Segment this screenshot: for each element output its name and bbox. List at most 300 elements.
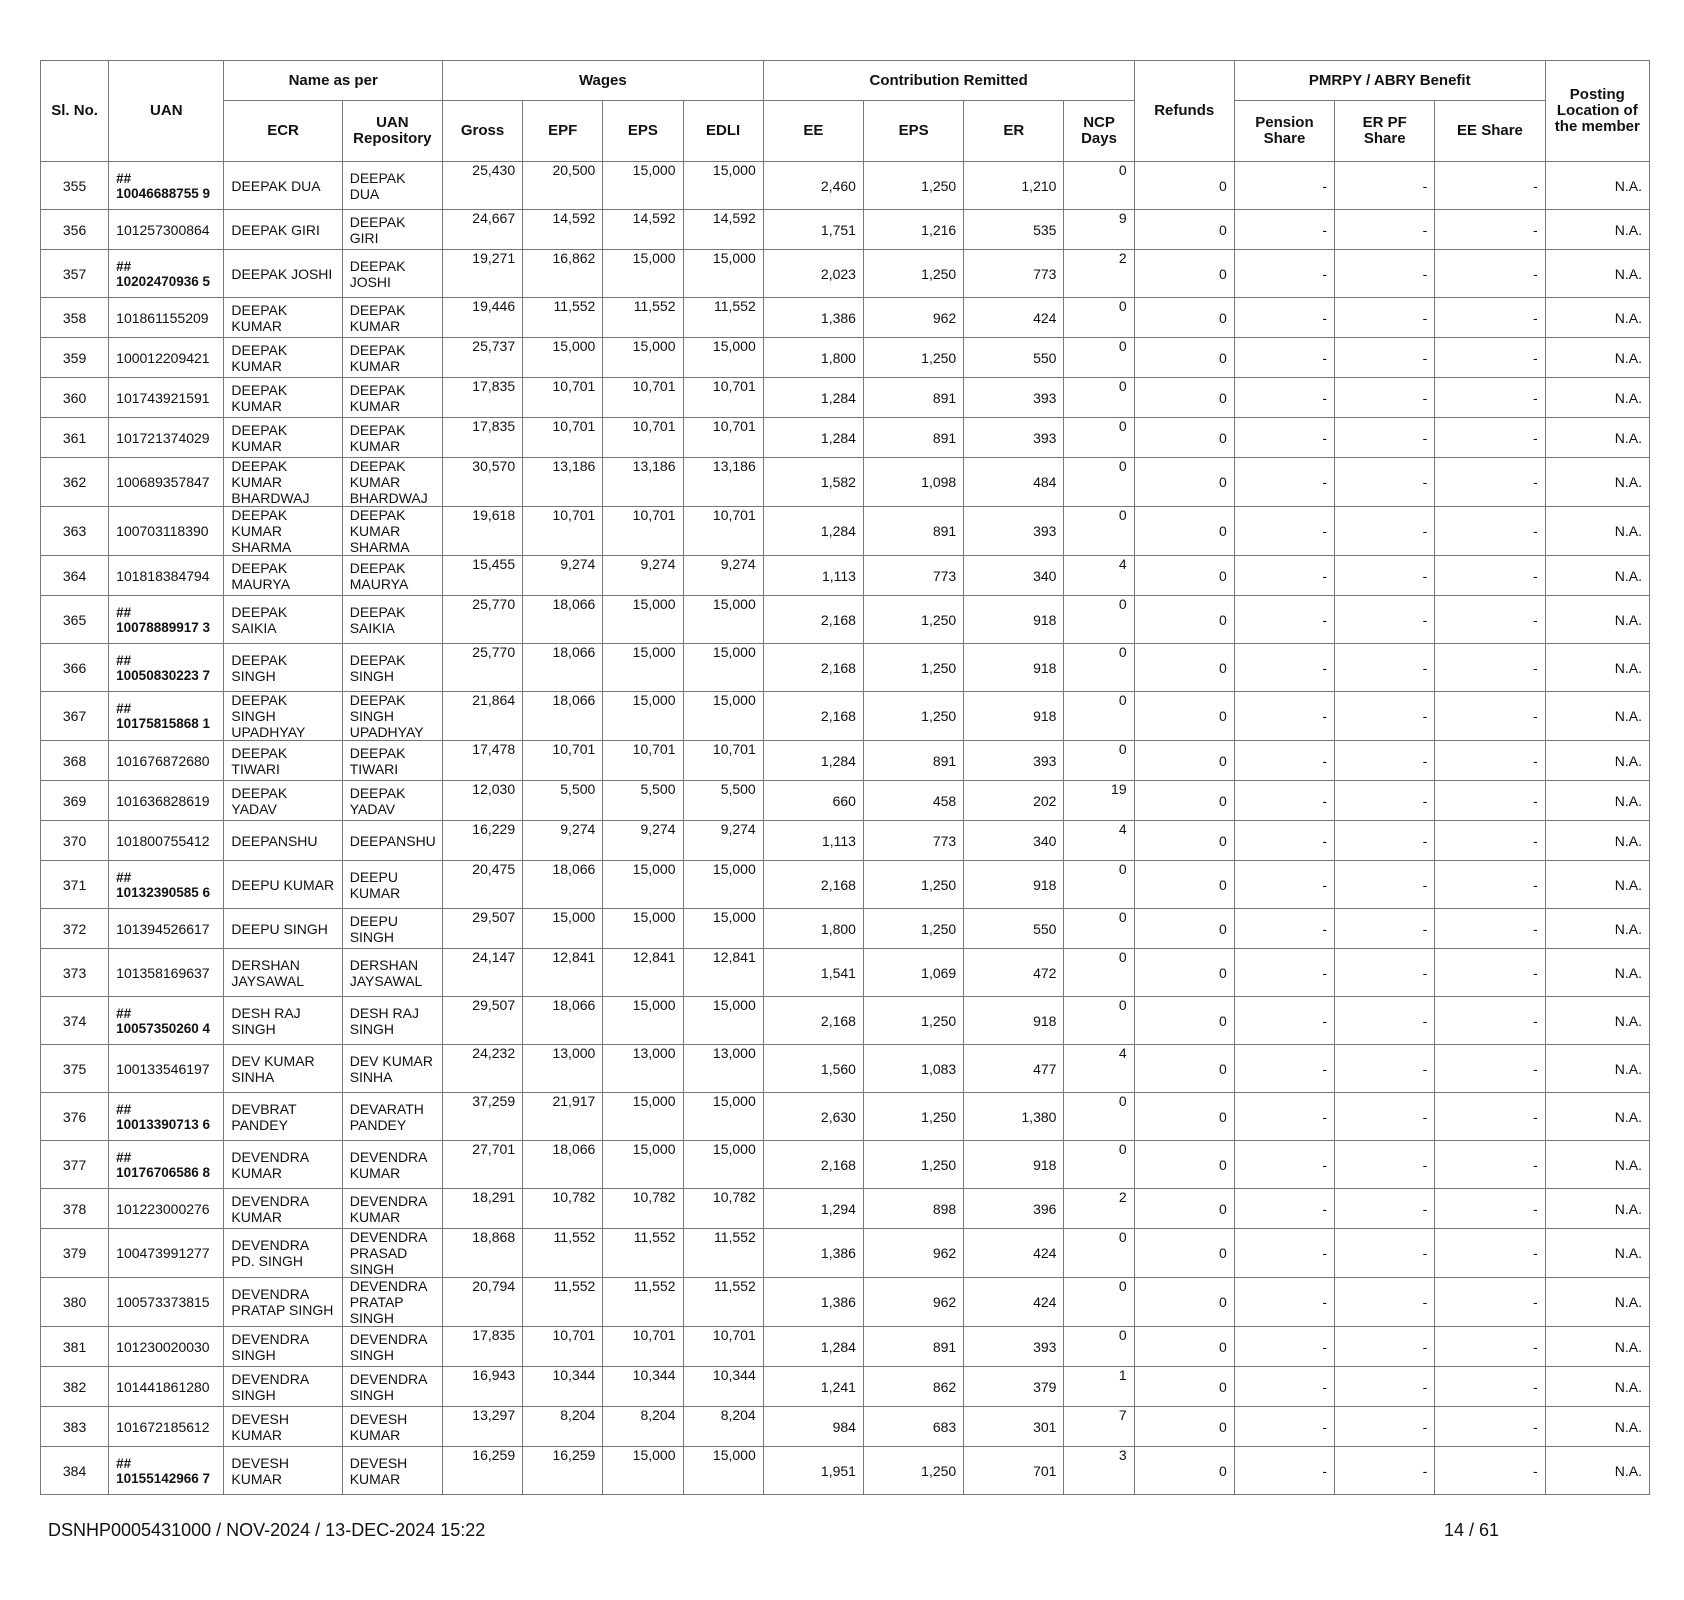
gross-cell: 19,618 — [442, 507, 522, 556]
ee-cell: 1,294 — [763, 1189, 863, 1229]
ecr-name-cell: DEEPAK KUMAR SHARMA — [224, 507, 342, 556]
uan-repository-name-cell: DESH RAJ SINGH — [342, 997, 442, 1045]
epf-cell: 21,917 — [523, 1093, 603, 1141]
epf-cell: 10,782 — [523, 1189, 603, 1229]
epf-cell: 15,000 — [523, 909, 603, 949]
ee-share-cell: - — [1435, 338, 1545, 378]
uan-masked-value: ## 10155142966 7 — [116, 1455, 211, 1486]
ncp-days-cell: 0 — [1064, 1278, 1134, 1327]
ee-share-cell: - — [1435, 644, 1545, 692]
posting-location-cell: N.A. — [1545, 1278, 1649, 1327]
eps-cell: 15,000 — [603, 596, 683, 644]
edli-cell: 15,000 — [683, 1447, 763, 1495]
ecr-name-cell: DEEPU SINGH — [224, 909, 342, 949]
gross-cell: 21,864 — [442, 692, 522, 741]
uan-cell: 101743921591 — [109, 378, 224, 418]
ncp-days-cell: 0 — [1064, 1229, 1134, 1278]
uan-repository-name-cell: DEEPAK TIWARI — [342, 741, 442, 781]
epf-cell: 11,552 — [523, 298, 603, 338]
edli-cell: 10,701 — [683, 378, 763, 418]
ecr-name-cell: DEEPAK MAURYA — [224, 556, 342, 596]
table-row — [41, 1367, 1650, 1407]
ee-cell: 1,386 — [763, 1229, 863, 1278]
uan-cell — [109, 692, 224, 741]
er-pf-share-cell: - — [1335, 1229, 1435, 1278]
ncp-days-cell: 0 — [1064, 741, 1134, 781]
edli-cell: 15,000 — [683, 909, 763, 949]
contribution-eps-cell: 1,250 — [863, 250, 963, 298]
edli-cell: 15,000 — [683, 997, 763, 1045]
er-pf-share-cell: - — [1335, 692, 1435, 741]
uan-masked-value: ## 10013390713 6 — [116, 1101, 211, 1132]
edli-cell: 10,701 — [683, 418, 763, 458]
table-header — [41, 61, 1650, 162]
pension-share-cell: - — [1234, 861, 1334, 909]
eps-cell: 9,274 — [603, 556, 683, 596]
table-row — [41, 644, 1650, 692]
edli-cell: 11,552 — [683, 1229, 763, 1278]
eps-cell: 12,841 — [603, 949, 683, 997]
eps-cell: 15,000 — [603, 1093, 683, 1141]
sl-no-cell: 360 — [41, 378, 109, 418]
posting-location-cell: N.A. — [1545, 596, 1649, 644]
uan-cell — [109, 997, 224, 1045]
sl-no-cell: 375 — [41, 1045, 109, 1093]
sl-no-cell: 378 — [41, 1189, 109, 1229]
gross-cell: 30,570 — [442, 458, 522, 507]
gross-cell: 19,271 — [442, 250, 522, 298]
epf-cell: 10,344 — [523, 1367, 603, 1407]
epf-cell: 9,274 — [523, 821, 603, 861]
pension-share-cell: - — [1234, 1447, 1334, 1495]
epf-cell: 12,841 — [523, 949, 603, 997]
uan-masked-value: ## 10046688755 9 — [116, 170, 211, 201]
ee-share-cell: - — [1435, 781, 1545, 821]
gross-cell: 37,259 — [442, 1093, 522, 1141]
uan-cell: 101676872680 — [109, 741, 224, 781]
ee-cell: 2,168 — [763, 596, 863, 644]
ee-share-cell: - — [1435, 909, 1545, 949]
uan-cell: 101800755412 — [109, 821, 224, 861]
pension-share-cell: - — [1234, 1229, 1334, 1278]
gross-cell: 18,868 — [442, 1229, 522, 1278]
ee-share-cell: - — [1435, 250, 1545, 298]
ee-cell: 1,113 — [763, 821, 863, 861]
sl-no-cell: 372 — [41, 909, 109, 949]
eps-cell: 15,000 — [603, 338, 683, 378]
posting-location-cell: N.A. — [1545, 1093, 1649, 1141]
eps-cell: 10,782 — [603, 1189, 683, 1229]
ncp-days-cell: 1 — [1064, 1367, 1134, 1407]
eps-cell: 13,000 — [603, 1045, 683, 1093]
table-body — [41, 162, 1650, 1495]
ncp-days-cell: 0 — [1064, 861, 1134, 909]
uan-repository-name-cell: DEEPAK KUMAR BHARDWAJ — [342, 458, 442, 507]
posting-location-cell: N.A. — [1545, 1141, 1649, 1189]
table-row — [41, 458, 1650, 507]
er-cell: 424 — [964, 1278, 1064, 1327]
header-gross: Gross — [442, 101, 522, 162]
posting-location-cell: N.A. — [1545, 507, 1649, 556]
ecr-name-cell: DEVENDRA KUMAR — [224, 1141, 342, 1189]
contribution-eps-cell: 683 — [863, 1407, 963, 1447]
posting-location-cell: N.A. — [1545, 1327, 1649, 1367]
ncp-days-cell: 0 — [1064, 298, 1134, 338]
refunds-cell: 0 — [1134, 250, 1234, 298]
epf-cell: 11,552 — [523, 1278, 603, 1327]
eps-cell: 10,701 — [603, 1327, 683, 1367]
refunds-cell: 0 — [1134, 949, 1234, 997]
table-row — [41, 1045, 1650, 1093]
epf-cell: 10,701 — [523, 741, 603, 781]
uan-cell: 101861155209 — [109, 298, 224, 338]
epf-cell: 18,066 — [523, 596, 603, 644]
uan-cell: 101672185612 — [109, 1407, 224, 1447]
ecr-name-cell: DEVENDRA PRATAP SINGH — [224, 1278, 342, 1327]
sl-no-cell: 365 — [41, 596, 109, 644]
er-pf-share-cell: - — [1335, 250, 1435, 298]
ee-cell: 1,800 — [763, 909, 863, 949]
er-pf-share-cell: - — [1335, 378, 1435, 418]
ee-cell: 1,951 — [763, 1447, 863, 1495]
uan-cell — [109, 1447, 224, 1495]
eps-cell: 8,204 — [603, 1407, 683, 1447]
gross-cell: 17,835 — [442, 378, 522, 418]
uan-repository-name-cell: DEEPAK MAURYA — [342, 556, 442, 596]
footer-page-number: 14 / 61 — [1444, 1520, 1500, 1540]
ee-share-cell: - — [1435, 1229, 1545, 1278]
posting-location-cell: N.A. — [1545, 298, 1649, 338]
header-contribution-eps: EPS — [863, 101, 963, 162]
gross-cell: 16,943 — [442, 1367, 522, 1407]
er-pf-share-cell: - — [1335, 1407, 1435, 1447]
gross-cell: 13,297 — [442, 1407, 522, 1447]
uan-repository-name-cell: DEVENDRA SINGH — [342, 1367, 442, 1407]
ncp-days-cell: 0 — [1064, 949, 1134, 997]
gross-cell: 25,737 — [442, 338, 522, 378]
eps-cell: 15,000 — [603, 997, 683, 1045]
er-cell: 477 — [964, 1045, 1064, 1093]
ee-cell: 1,582 — [763, 458, 863, 507]
pension-share-cell: - — [1234, 1141, 1334, 1189]
sl-no-cell: 367 — [41, 692, 109, 741]
header-ee: EE — [763, 101, 863, 162]
contribution-table — [40, 60, 1650, 1495]
ee-share-cell: - — [1435, 1327, 1545, 1367]
edli-cell: 15,000 — [683, 644, 763, 692]
er-pf-share-cell: - — [1335, 1045, 1435, 1093]
uan-repository-name-cell: DEEPAK KUMAR — [342, 378, 442, 418]
er-pf-share-cell: - — [1335, 1327, 1435, 1367]
edli-cell: 10,344 — [683, 1367, 763, 1407]
table-row — [41, 250, 1650, 298]
pension-share-cell: - — [1234, 338, 1334, 378]
er-cell: 550 — [964, 338, 1064, 378]
uan-repository-name-cell: DEEPAK KUMAR — [342, 418, 442, 458]
contribution-eps-cell: 1,069 — [863, 949, 963, 997]
uan-masked-value: ## 10057350260 4 — [116, 1005, 211, 1036]
sl-no-cell: 380 — [41, 1278, 109, 1327]
ee-cell: 1,284 — [763, 1327, 863, 1367]
uan-repository-name-cell: DEVARATH PANDEY — [342, 1093, 442, 1141]
contribution-eps-cell: 891 — [863, 1327, 963, 1367]
er-cell: 424 — [964, 298, 1064, 338]
refunds-cell: 0 — [1134, 1367, 1234, 1407]
header-er: ER — [964, 101, 1064, 162]
table-row — [41, 1189, 1650, 1229]
posting-location-cell: N.A. — [1545, 1407, 1649, 1447]
epf-cell: 14,592 — [523, 210, 603, 250]
uan-cell — [109, 861, 224, 909]
pension-share-cell: - — [1234, 418, 1334, 458]
ee-share-cell: - — [1435, 861, 1545, 909]
contribution-eps-cell: 1,250 — [863, 644, 963, 692]
ecr-name-cell: DEEPAK DUA — [224, 162, 342, 210]
ncp-days-cell: 0 — [1064, 1327, 1134, 1367]
pension-share-cell: - — [1234, 997, 1334, 1045]
uan-repository-name-cell: DEEPAK KUMAR SHARMA — [342, 507, 442, 556]
ncp-days-cell: 0 — [1064, 162, 1134, 210]
er-cell: 918 — [964, 644, 1064, 692]
refunds-cell: 0 — [1134, 781, 1234, 821]
ee-share-cell: - — [1435, 1093, 1545, 1141]
ee-cell: 2,630 — [763, 1093, 863, 1141]
pension-share-cell: - — [1234, 741, 1334, 781]
er-cell: 1,210 — [964, 162, 1064, 210]
table-row — [41, 1093, 1650, 1141]
ee-share-cell: - — [1435, 1407, 1545, 1447]
uan-cell — [109, 596, 224, 644]
er-cell: 918 — [964, 861, 1064, 909]
uan-cell: 101721374029 — [109, 418, 224, 458]
er-pf-share-cell: - — [1335, 1278, 1435, 1327]
refunds-cell: 0 — [1134, 909, 1234, 949]
sl-no-cell: 382 — [41, 1367, 109, 1407]
gross-cell: 16,259 — [442, 1447, 522, 1495]
eps-cell: 11,552 — [603, 1278, 683, 1327]
er-cell: 202 — [964, 781, 1064, 821]
epf-cell: 11,552 — [523, 1229, 603, 1278]
eps-cell: 11,552 — [603, 298, 683, 338]
ecr-name-cell: DEVESH KUMAR — [224, 1407, 342, 1447]
epf-cell: 8,204 — [523, 1407, 603, 1447]
header-ee-share: EE Share — [1435, 101, 1545, 162]
ee-cell: 2,168 — [763, 644, 863, 692]
er-cell: 424 — [964, 1229, 1064, 1278]
refunds-cell: 0 — [1134, 298, 1234, 338]
ncp-days-cell: 3 — [1064, 1447, 1134, 1495]
header-name-as-per: Name as per — [224, 61, 443, 101]
epf-cell: 16,862 — [523, 250, 603, 298]
pension-share-cell: - — [1234, 556, 1334, 596]
ncp-days-cell: 4 — [1064, 1045, 1134, 1093]
epf-cell: 18,066 — [523, 1141, 603, 1189]
ecr-name-cell: DEEPANSHU — [224, 821, 342, 861]
uan-masked-value: ## 10050830223 7 — [116, 652, 211, 683]
gross-cell: 25,770 — [442, 596, 522, 644]
edli-cell: 15,000 — [683, 692, 763, 741]
er-pf-share-cell: - — [1335, 458, 1435, 507]
uan-repository-name-cell: DEVENDRA KUMAR — [342, 1189, 442, 1229]
edli-cell: 15,000 — [683, 861, 763, 909]
contribution-eps-cell: 898 — [863, 1189, 963, 1229]
er-pf-share-cell: - — [1335, 1093, 1435, 1141]
er-cell: 535 — [964, 210, 1064, 250]
contribution-eps-cell: 1,250 — [863, 1093, 963, 1141]
contribution-eps-cell: 1,216 — [863, 210, 963, 250]
sl-no-cell: 370 — [41, 821, 109, 861]
header-ecr: ECR — [224, 101, 342, 162]
refunds-cell: 0 — [1134, 458, 1234, 507]
gross-cell: 24,232 — [442, 1045, 522, 1093]
er-cell: 918 — [964, 596, 1064, 644]
epf-cell: 9,274 — [523, 556, 603, 596]
ee-share-cell: - — [1435, 556, 1545, 596]
eps-cell: 15,000 — [603, 250, 683, 298]
refunds-cell: 0 — [1134, 1189, 1234, 1229]
pension-share-cell: - — [1234, 949, 1334, 997]
uan-cell: 100133546197 — [109, 1045, 224, 1093]
ee-share-cell: - — [1435, 1278, 1545, 1327]
er-cell: 472 — [964, 949, 1064, 997]
table-row — [41, 1327, 1650, 1367]
sl-no-cell: 381 — [41, 1327, 109, 1367]
edli-cell: 13,186 — [683, 458, 763, 507]
table-row — [41, 1407, 1650, 1447]
pension-share-cell: - — [1234, 821, 1334, 861]
edli-cell: 15,000 — [683, 596, 763, 644]
ee-cell: 1,284 — [763, 507, 863, 556]
contribution-eps-cell: 1,250 — [863, 997, 963, 1045]
sl-no-cell: 357 — [41, 250, 109, 298]
refunds-cell: 0 — [1134, 741, 1234, 781]
header-er-pf-share: ER PF Share — [1335, 101, 1435, 162]
gross-cell: 29,507 — [442, 997, 522, 1045]
ncp-days-cell: 0 — [1064, 997, 1134, 1045]
gross-cell: 20,475 — [442, 861, 522, 909]
contribution-eps-cell: 1,250 — [863, 909, 963, 949]
header-uan: UAN — [109, 61, 224, 162]
ee-cell: 2,168 — [763, 861, 863, 909]
gross-cell: 16,229 — [442, 821, 522, 861]
edli-cell: 13,000 — [683, 1045, 763, 1093]
ee-cell: 1,386 — [763, 1278, 863, 1327]
gross-cell: 27,701 — [442, 1141, 522, 1189]
gross-cell: 24,147 — [442, 949, 522, 997]
ee-cell: 660 — [763, 781, 863, 821]
uan-cell: 101257300864 — [109, 210, 224, 250]
table-row — [41, 781, 1650, 821]
uan-repository-name-cell: DEEPAK GIRI — [342, 210, 442, 250]
edli-cell: 10,701 — [683, 1327, 763, 1367]
ncp-days-cell: 0 — [1064, 507, 1134, 556]
pension-share-cell: - — [1234, 1093, 1334, 1141]
sl-no-cell: 356 — [41, 210, 109, 250]
refunds-cell: 0 — [1134, 378, 1234, 418]
er-pf-share-cell: - — [1335, 338, 1435, 378]
table-row — [41, 1229, 1650, 1278]
gross-cell: 24,667 — [442, 210, 522, 250]
sl-no-cell: 371 — [41, 861, 109, 909]
eps-cell: 15,000 — [603, 909, 683, 949]
eps-cell: 10,344 — [603, 1367, 683, 1407]
contribution-eps-cell: 1,250 — [863, 1447, 963, 1495]
ee-share-cell: - — [1435, 596, 1545, 644]
refunds-cell: 0 — [1134, 1447, 1234, 1495]
edli-cell: 11,552 — [683, 298, 763, 338]
uan-repository-name-cell: DEEPU KUMAR — [342, 861, 442, 909]
eps-cell: 5,500 — [603, 781, 683, 821]
contribution-eps-cell: 962 — [863, 298, 963, 338]
table-row — [41, 378, 1650, 418]
er-pf-share-cell: - — [1335, 1141, 1435, 1189]
gross-cell: 17,835 — [442, 418, 522, 458]
contribution-eps-cell: 891 — [863, 507, 963, 556]
ncp-days-cell: 0 — [1064, 692, 1134, 741]
er-pf-share-cell: - — [1335, 556, 1435, 596]
contribution-eps-cell: 962 — [863, 1278, 963, 1327]
table-row — [41, 861, 1650, 909]
ncp-days-cell: 0 — [1064, 338, 1134, 378]
ecr-name-cell: DEVENDRA KUMAR — [224, 1189, 342, 1229]
ee-share-cell: - — [1435, 692, 1545, 741]
posting-location-cell: N.A. — [1545, 210, 1649, 250]
uan-repository-name-cell: DEVESH KUMAR — [342, 1447, 442, 1495]
posting-location-cell: N.A. — [1545, 418, 1649, 458]
epf-cell: 18,066 — [523, 644, 603, 692]
gross-cell: 17,478 — [442, 741, 522, 781]
uan-repository-name-cell: DEVESH KUMAR — [342, 1407, 442, 1447]
refunds-cell: 0 — [1134, 162, 1234, 210]
gross-cell: 29,507 — [442, 909, 522, 949]
ecr-name-cell: DEVENDRA SINGH — [224, 1327, 342, 1367]
refunds-cell: 0 — [1134, 1278, 1234, 1327]
sl-no-cell: 363 — [41, 507, 109, 556]
ecr-name-cell: DERSHAN JAYSAWAL — [224, 949, 342, 997]
sl-no-cell: 374 — [41, 997, 109, 1045]
refunds-cell: 0 — [1134, 418, 1234, 458]
contribution-eps-cell: 1,250 — [863, 692, 963, 741]
eps-cell: 13,186 — [603, 458, 683, 507]
edli-cell: 15,000 — [683, 1141, 763, 1189]
pension-share-cell: - — [1234, 507, 1334, 556]
contribution-eps-cell: 891 — [863, 378, 963, 418]
er-pf-share-cell: - — [1335, 861, 1435, 909]
contribution-eps-cell: 891 — [863, 418, 963, 458]
refunds-cell: 0 — [1134, 210, 1234, 250]
epf-cell: 16,259 — [523, 1447, 603, 1495]
posting-location-cell: N.A. — [1545, 949, 1649, 997]
refunds-cell: 0 — [1134, 556, 1234, 596]
pension-share-cell: - — [1234, 298, 1334, 338]
ee-cell: 1,284 — [763, 741, 863, 781]
er-cell: 918 — [964, 1141, 1064, 1189]
table-row — [41, 997, 1650, 1045]
ee-cell: 1,560 — [763, 1045, 863, 1093]
er-cell: 396 — [964, 1189, 1064, 1229]
er-cell: 393 — [964, 507, 1064, 556]
sl-no-cell: 358 — [41, 298, 109, 338]
ee-cell: 984 — [763, 1407, 863, 1447]
uan-cell: 101230020030 — [109, 1327, 224, 1367]
ncp-days-cell: 9 — [1064, 210, 1134, 250]
ecr-name-cell: DEVBRAT PANDEY — [224, 1093, 342, 1141]
er-cell: 340 — [964, 821, 1064, 861]
edli-cell: 10,701 — [683, 507, 763, 556]
er-cell: 550 — [964, 909, 1064, 949]
epf-cell: 10,701 — [523, 378, 603, 418]
er-pf-share-cell: - — [1335, 596, 1435, 644]
